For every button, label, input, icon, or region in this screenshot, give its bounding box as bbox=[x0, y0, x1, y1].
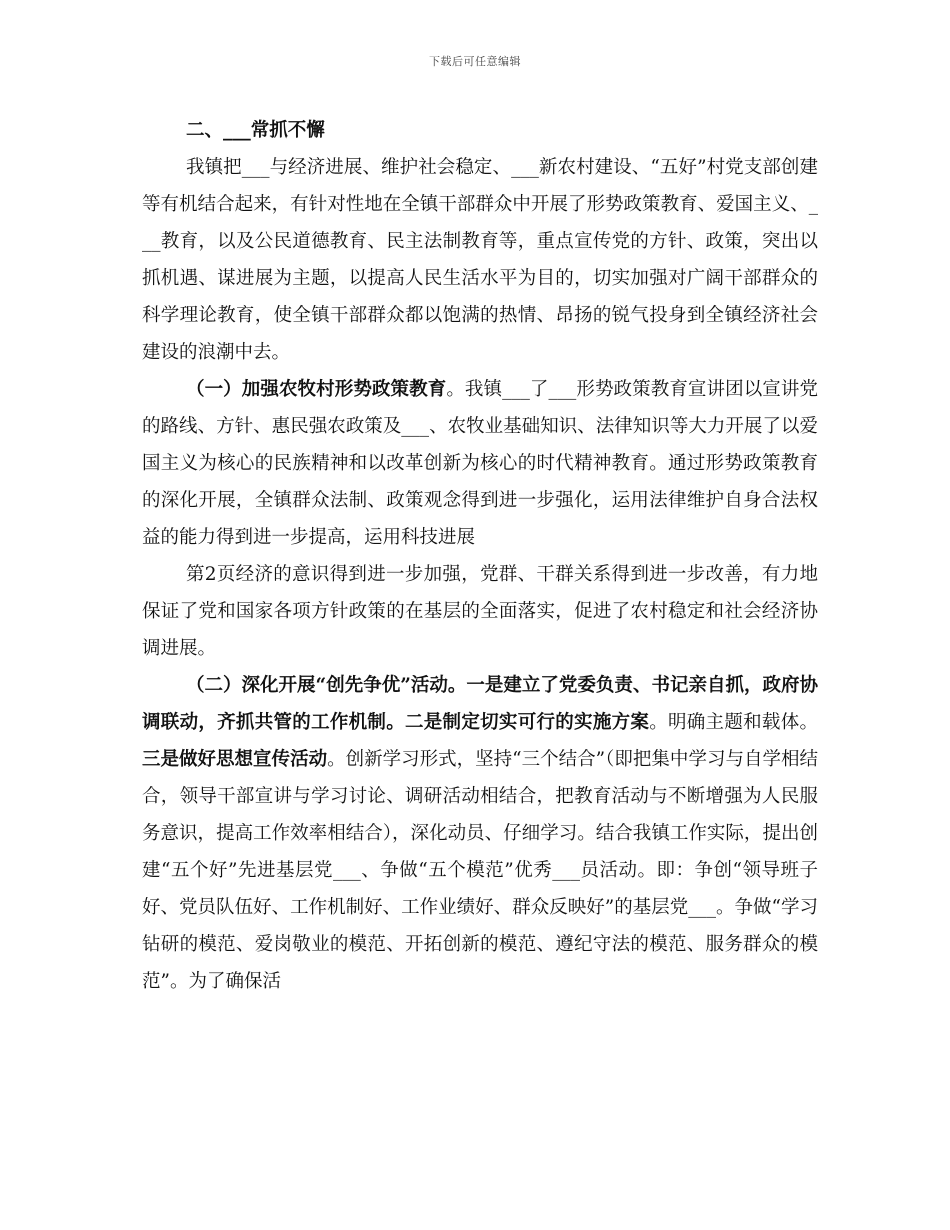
paragraph-intro: 我镇把___与经济进展、维护社会稳定、___新农村建设、“五好”村党支部创建等有机结合起来，有针对性地在全镇干部群众中开展了形势政策教育、爱国主义、___教育，以及公民道德教育、民主法制教育等，重点宣传党的方针、政策，突出以抓机遇、谋进展为主题，以提高人民生活水平为目的，切实加强对广阔干部群众的科学理论教育，使全镇干部群众都以饱满的热情、昂扬的锐气投身到全镇经济社会建设的浪潮中去。 bbox=[142, 157, 818, 363]
subheading-propaganda: 三是做好思想宣传活动 bbox=[142, 749, 328, 770]
page-header-note: 下载后可任意编辑 bbox=[429, 55, 521, 68]
excellence-activity-text-2: 。创新学习形式，坚持“三个结合”（即把集中学习与自学相结合，领导干部宣讲与学习讨论、调研活动相结合，把教育活动与不断增强为人民服务意识，提高工作效率相结合），深化动员、仔细学习。结合我镇工作实际，提出创建“五个好”先进基层党___、争做“五个模范”优秀___员活动。即：争创“领导班子好、党员队伍好、工作机制好、工作业绩好、群众反映好”的基层党___。争做“学习钻研的模范、爱岗敬业的模范、开拓创新的模范、遵纪守法的模范、服务群众的模范”。为了确保活 bbox=[142, 749, 818, 992]
paragraph-policy-education-text: 。我镇___了___形势政策教育宣讲团以宣讲党的路线、方针、惠民强农政策及___、农牧业基础知识、法律知识等大力开展了以爱国主义为核心的民族精神和以改革创新为核心的时代精神教育。通过形势政策教育的深化开展，全镇群众法制、政策观念得到进一步强化，运用法律维护自身合法权益的能力得到进一步提高，运用科技进展 bbox=[142, 379, 818, 548]
section-heading: 二、___常抓不懈 bbox=[186, 120, 325, 141]
paragraph-policy-education bbox=[142, 371, 818, 556]
subheading-policy-education: （一）加强农牧村形势政策教育 bbox=[186, 379, 447, 400]
subheading-excellence-activity: （二）深化开展“创先争优”活动。一是建立了党委负责、书记亲自抓，政府协调联动，齐抓共管的工作机制。二是制定切实可行的实施方案 bbox=[142, 675, 818, 733]
paragraph-excellence-activity bbox=[142, 667, 818, 1000]
document-body bbox=[142, 112, 818, 1000]
paragraph-page-continuation: 第2页经济的意识得到进一步加强，党群、干群关系得到进一步改善，有力地保证了党和国家各项方针政策的在基层的全面落实，促进了农村稳定和社会经济协调进展。 bbox=[142, 564, 818, 659]
excellence-activity-text-1: 。明确主题和载体。 bbox=[649, 712, 818, 733]
